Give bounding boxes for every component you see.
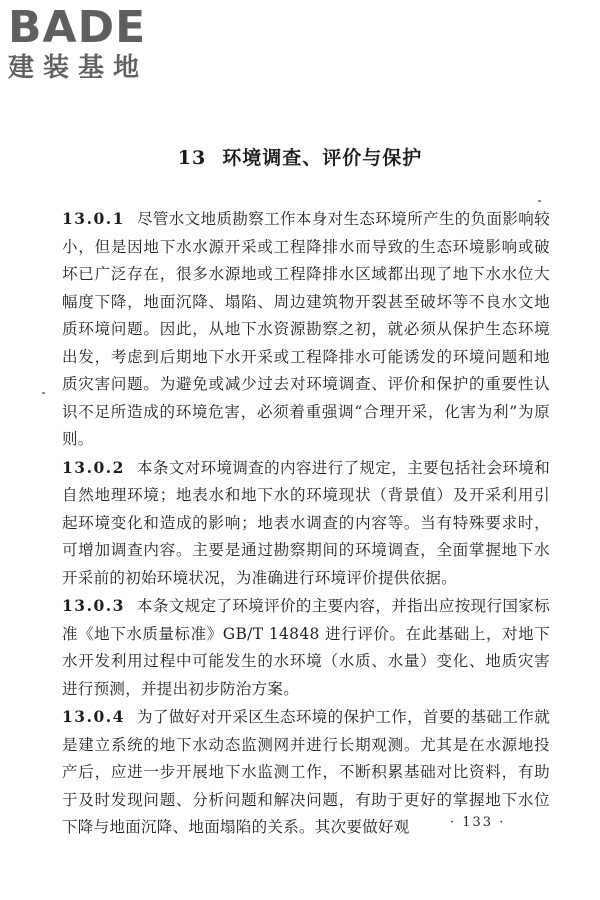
clause-text: 尽管水文地质勘察工作本身对生态环境所产生的负面影响较小，但是因地下水水源开采或工程降排水而导致的生态环境影响或破坏已广泛存在，很多水源地或工程降排水区域都出现了地下水水位大幅度下降，地面沉降、塌陷、周边建筑物开裂甚至破坏等不良水文地质环境问题。因此，从地下水资源勘察之初，就必须从保护生态环境出发，考虑到后期地下水开采或工程降排水可能诱发的环境问题和地质灾害问题。为避免或减少过去对环境调查、评价和保护的重要性认识不足所造成的环境危害，必须着重强调“合理开采，化害为利”为原则。 — [62, 210, 550, 448]
body-text — [62, 205, 550, 842]
bade-logo — [8, 4, 176, 86]
scan-speck — [42, 392, 45, 394]
clause-text: 本条文对环境调查的内容进行了规定，主要包括社会环境和自然地理环境；地表水和地下水的环境现状（背景值）及开采利用引起环境变化和造成的影响；地表水调查的内容等。当有特殊要求时，可增加调查内容。主要是通过勘察期间的环境调查，全面掌握地下水开采前的初始环境状况，为准确进行环境评价提供依据。 — [62, 458, 550, 587]
chapter-title-text: 环境调查、评价与保护 — [222, 147, 423, 169]
logo-wordmark: BADE — [8, 2, 147, 53]
clause-text: 本条文规定了环境评价的主要内容，并指出应按现行国家标准《地下水质量标准》GB/T 14848 进行评价。在此基础上，对地下水开发利用过程中可能发生的水环境（水质、水量）变化、地质灾害进行预测，并提出初步防治方案。 — [62, 597, 550, 698]
clause-number: 13.0.4 — [62, 707, 125, 726]
chapter-number: 13 — [177, 147, 207, 169]
scan-speck — [538, 200, 541, 202]
clause-text: 为了做好对开采区生态环境的保护工作，首要的基础工作就是建立系统的地下水动态监测网并进行长期观测。尤其是在水源地投产后，应进一步开展地下水监测工作，不断积累基础对比资料，有助于及时发现问题、分析问题和解决问题，有助于更好的掌握地下水位下降与地面沉降、地面塌陷的关系。其次要做好观 — [62, 708, 550, 836]
clause-13-0-3 — [62, 592, 550, 703]
logo-subtitle: 建装基地 — [8, 53, 149, 83]
clause-number: 13.0.1 — [62, 209, 125, 228]
chapter-heading — [0, 143, 600, 170]
page-number: · 133 · — [450, 815, 506, 830]
clause-13-0-2 — [62, 454, 550, 593]
clause-number: 13.0.2 — [62, 457, 125, 477]
clause-13-0-1 — [62, 205, 550, 454]
clause-number: 13.0.3 — [62, 596, 125, 615]
